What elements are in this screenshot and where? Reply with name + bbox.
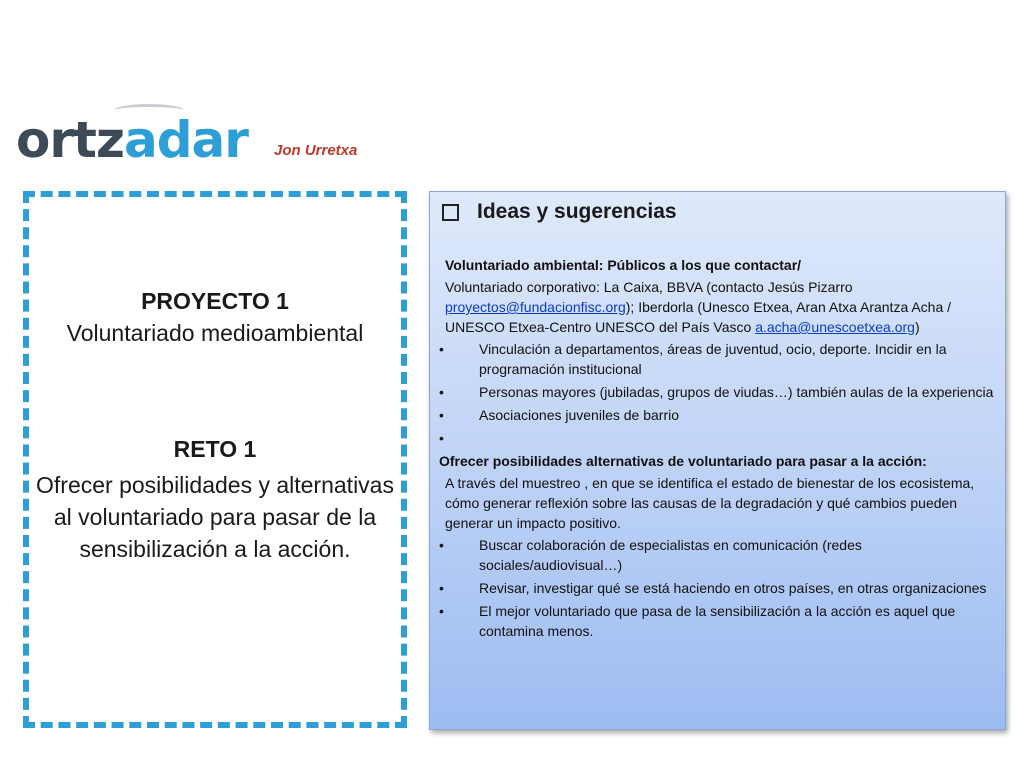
sampling-paragraph: A través del muestreo , en que se identifica el estado de bienestar de los ecosistema, cómo generar reflexión sobre las causas de la degradación y qué cambios pueden generar un impacto positivo. [445,475,975,531]
corporate-text-b: ); Iberdorla (Unesco Etxea, Aran Atxa Arantza Acha / UNESCO Etxea-Centro UNESCO del País Vasco [445,299,952,335]
list-item-text: Buscar colaboración de especialistas en comunicación (redes sociales/audiovisual…) [479,537,862,573]
alternatives-heading: Ofrecer posibilidades alternativas de voluntariado para pasar a la acción: [439,453,927,469]
project-heading: PROYECTO 1 [141,288,289,314]
list-item-text: Revisar, investigar qué se está haciendo en otros países, en otras organizaciones [479,580,987,596]
list-item-text: Asociaciones juveniles de barrio [479,407,679,423]
challenge-text: Ofrecer posibilidades y alternativas al voluntariado para pasar de la sensibilización a la acción. [36,472,394,562]
audiences-bullets [439,339,994,448]
list-item [439,339,994,379]
bullet-icon: • [439,384,444,400]
ideas-content [439,255,994,644]
list-item-text [479,428,994,448]
ideas-title [442,200,677,224]
list-item [439,428,994,448]
corporate-volunteering [439,277,994,337]
bullet-icon: • [439,430,444,446]
project-subtitle: Voluntariado medioambiental [66,320,364,346]
ideas-title-text: Ideas y sugerencias [477,200,677,223]
ortzadar-logo [14,104,258,170]
list-item [439,535,994,575]
email-link-fundacion[interactable]: proyectos@fundacionfisc.org [445,299,626,315]
bullet-icon: • [439,603,444,619]
audiences-heading: Voluntariado ambiental: Públicos a los que contactar/ [445,257,802,273]
author-name: Jon Urretxa [274,142,358,159]
logo-text-dark: ortz [16,111,125,169]
bullet-icon: • [439,341,444,357]
logo-text-blue: adar [124,111,248,169]
project-panel [23,191,407,728]
list-item-text: El mejor voluntariado que pasa de la sensibilización a la acción es aquel que contamina menos. [479,603,956,639]
bullet-icon: • [439,580,444,596]
alternatives-bullets [439,535,994,641]
corporate-text-a: Voluntariado corporativo: La Caixa, BBVA (contacto Jesús Pizarro [445,279,853,295]
ideas-panel [429,191,1006,730]
logo-text [16,110,248,170]
checkbox-icon [442,204,459,221]
list-item [439,601,994,641]
list-item [439,405,994,425]
bullet-icon: • [439,537,444,553]
list-item-text: Vinculación a departamentos, áreas de juventud, ocio, deporte. Incidir en la programación institucional [479,341,947,377]
bullet-icon: • [439,407,444,423]
list-item [439,578,994,598]
list-item-text: Personas mayores (jubiladas, grupos de viudas…) también aulas de la experiencia [479,384,994,400]
challenge-heading: RETO 1 [173,436,257,462]
list-item [439,382,994,402]
email-link-unesco[interactable]: a.acha@unescoetxea.org [755,319,915,335]
corporate-text-c: ) [914,319,920,335]
